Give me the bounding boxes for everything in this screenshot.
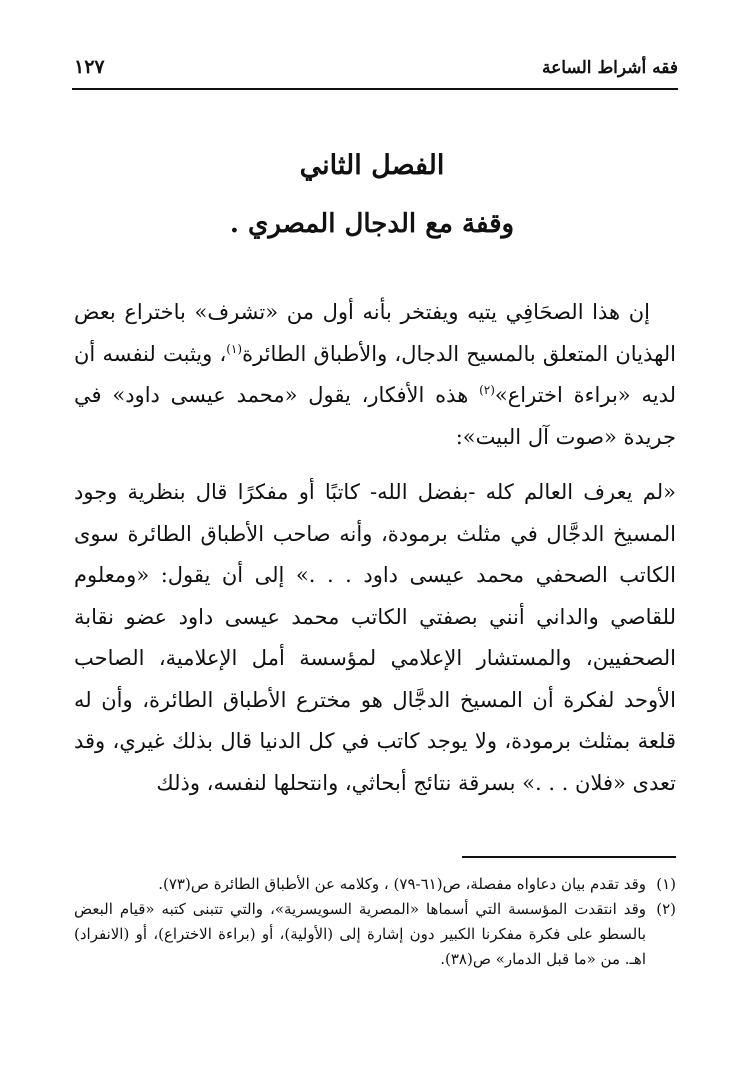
- footnote-ref-2: (٢): [479, 383, 495, 397]
- footnote-1-mark: (١): [656, 875, 676, 893]
- footnote-2-text: وقد انتقدت المؤسسة التي أسماها «المصرية السويسرية»، والتي تتبنى كتبه «قيام البعض بالسطو على فكرة مفكرنا الكبير دون إشارة إلى (الأولية)، أو (براءة الاختراع)، أو (الانفراد) اهـ. من «ما قبل الدمار» ص(٣٨).: [74, 900, 646, 968]
- chapter-subtitle: وقفة مع الدجال المصري .: [229, 209, 515, 239]
- paragraph-1: [74, 292, 676, 458]
- footnote-divider: [462, 856, 676, 858]
- footnote-2: [74, 897, 676, 972]
- paragraph-2-quote: «لم يعرف العالم كله -بفضل الله- كاتبًا أو مفكرًا قال بنظرية وجود المسيخ الدجَّال في مثلث برمودة، وأنه صاحب الأطباق الطائرة سوى الكاتب الصحفي محمد عيسى داود . . .» إلى أن يقول: «ومعلوم للقاصي والداني أنني بصفتي الكاتب محمد عيسى داود عضو نقابة الصحفيين، والمستشار الإعلامي لمؤسسة أمل الإعلامية، الصاحب الأوحد لفكرة أن المسيخ الدجَّال هو مخترع الأطباق الطائرة، وأن له قلعة بمثلث برمودة، ولا يوجد كاتب في كل الدنيا قال بذلك غيري، وقد تعدى «فلان . . .» بسرقة نتائج أبحاثي، وانتحلها لنفسه، وذلك: [74, 480, 676, 795]
- footnote-1-text: وقد تقدم بيان دعاواه مفصلة، ص(٦١-٧٩) ، وكلامه عن الأطباق الطائرة ص(٧٣).: [158, 875, 646, 893]
- paragraph-1-part-b: ، ويثبت لنفسه أن لديه «براءة اختراع»: [74, 341, 676, 407]
- paragraph-1-part-c: هذه الأفكار، يقول «محمد عيسى داود» في جريدة «صوت آل البيت»:: [74, 383, 676, 449]
- footnote-2-mark: (٢): [656, 900, 676, 918]
- running-title: فقه أشراط الساعة: [542, 58, 678, 78]
- page-header: [72, 52, 678, 90]
- chapter-title: الفصل الثاني: [299, 150, 445, 181]
- paragraph-1-part-a: إن هذا الصحَافِي يتيه ويفتخر بأنه أول من «تشرف» باختراع بعض الهذيان المتعلق بالمسيح الدجال، والأطباق الطائرة: [74, 300, 676, 366]
- footnote-1: [74, 872, 676, 897]
- page-number: ١٢٧: [74, 56, 105, 78]
- footnote-ref-1: (١): [226, 341, 243, 356]
- footnotes: [74, 872, 676, 972]
